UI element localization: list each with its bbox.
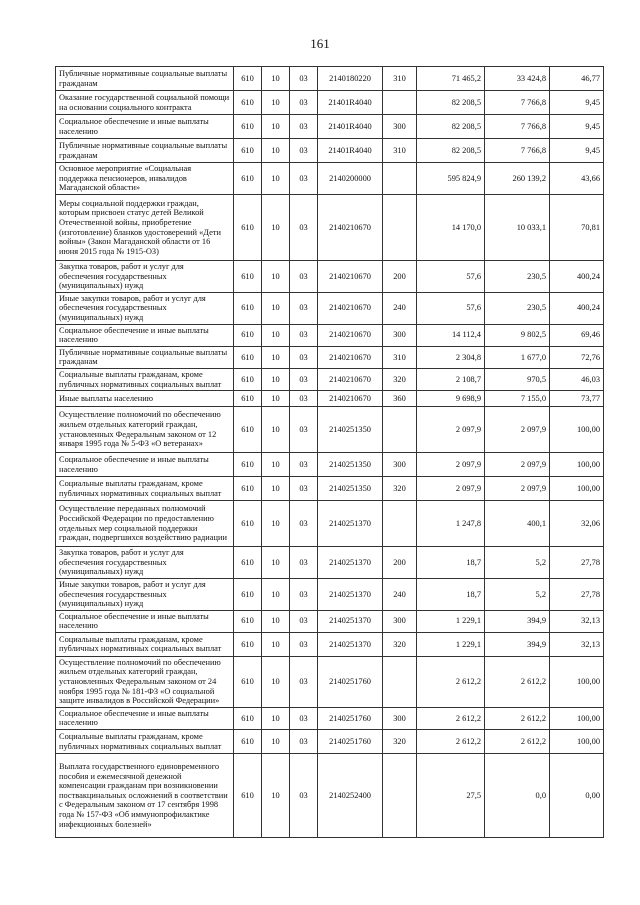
row-ved-cell: 610 [234,501,262,547]
row-plan-cell: 18,7 [417,578,485,610]
row-section-cell: 10 [262,453,290,477]
row-name-cell: Социальное обеспечение и иные выплаты населению [56,115,234,139]
row-name-cell: Публичные нормативные социальные выплаты гражданам [56,67,234,91]
row-expense-type-cell [383,195,417,261]
row-section-cell: 10 [262,632,290,656]
row-target-article-cell: 2140251350 [318,453,383,477]
row-target-article-cell: 2140210670 [318,292,383,324]
row-section-cell: 10 [262,547,290,579]
row-expense-type-cell: 310 [383,67,417,91]
row-percent-cell: 400,24 [550,292,604,324]
row-fact-cell: 2 097,9 [485,407,550,453]
row-percent-cell: 43,66 [550,163,604,195]
row-target-article-cell: 21401R4040 [318,91,383,115]
row-target-article-cell: 21401R4040 [318,139,383,163]
row-fact-cell: 230,5 [485,261,550,293]
row-percent-cell: 100,00 [550,407,604,453]
row-plan-cell: 1 229,1 [417,632,485,656]
row-subsection-cell: 03 [290,163,318,195]
row-name-cell: Основное мероприятие «Социальная поддержка пенсионеров, инвалидов Магаданской области» [56,163,234,195]
row-plan-cell: 82 208,5 [417,91,485,115]
row-section-cell: 10 [262,578,290,610]
row-subsection-cell: 03 [290,91,318,115]
row-target-article-cell: 2140251370 [318,501,383,547]
row-percent-cell: 9,45 [550,139,604,163]
row-expense-type-cell: 300 [383,707,417,729]
row-name-cell: Меры социальной поддержки граждан, которым присвоен статус детей Великой Отечественной войны, приобретение (изготовление) бланков удостоверений «Дети войны» (Закон Магаданской области от 16 июня 2015 года № 1915-ОЗ) [56,195,234,261]
row-target-article-cell: 2140251760 [318,707,383,729]
row-subsection-cell: 03 [290,67,318,91]
row-fact-cell: 1 677,0 [485,346,550,368]
table-row [56,610,604,632]
row-percent-cell: 32,13 [550,610,604,632]
row-section-cell: 10 [262,754,290,838]
row-percent-cell: 9,45 [550,115,604,139]
row-section-cell: 10 [262,707,290,729]
row-subsection-cell: 03 [290,477,318,501]
row-section-cell: 10 [262,346,290,368]
table-row [56,91,604,115]
row-target-article-cell: 2140210670 [318,324,383,346]
row-subsection-cell: 03 [290,453,318,477]
row-target-article-cell: 2140180220 [318,67,383,91]
table-row [56,501,604,547]
row-section-cell: 10 [262,292,290,324]
row-ved-cell: 610 [234,707,262,729]
row-expense-type-cell [383,407,417,453]
row-ved-cell: 610 [234,610,262,632]
row-fact-cell: 2 097,9 [485,477,550,501]
table-row [56,407,604,453]
row-plan-cell: 2 108,7 [417,368,485,390]
row-name-cell: Социальные выплаты гражданам, кроме публичных нормативных социальных выплат [56,632,234,656]
row-percent-cell: 27,78 [550,547,604,579]
row-fact-cell: 2 097,9 [485,453,550,477]
row-percent-cell: 72,76 [550,346,604,368]
row-ved-cell: 610 [234,139,262,163]
row-expense-type-cell: 320 [383,632,417,656]
row-section-cell: 10 [262,324,290,346]
row-ved-cell: 610 [234,261,262,293]
row-subsection-cell: 03 [290,346,318,368]
row-name-cell: Социальные выплаты гражданам, кроме публичных нормативных социальных выплат [56,368,234,390]
row-ved-cell: 610 [234,754,262,838]
row-ved-cell: 610 [234,67,262,91]
row-percent-cell: 100,00 [550,707,604,729]
row-expense-type-cell: 300 [383,610,417,632]
page-number: 161 [310,36,330,51]
row-subsection-cell: 03 [290,730,318,754]
row-target-article-cell: 2140210670 [318,346,383,368]
row-target-article-cell: 2140251760 [318,730,383,754]
table-row [56,391,604,407]
row-ved-cell: 610 [234,91,262,115]
row-expense-type-cell: 200 [383,547,417,579]
row-name-cell: Закупка товаров, работ и услуг для обеспечения государственных (муниципальных) нужд [56,547,234,579]
row-expense-type-cell: 320 [383,730,417,754]
row-plan-cell: 2 612,2 [417,707,485,729]
table-row [56,453,604,477]
row-section-cell: 10 [262,163,290,195]
row-section-cell: 10 [262,115,290,139]
row-expense-type-cell [383,501,417,547]
table-row [56,195,604,261]
row-expense-type-cell: 310 [383,139,417,163]
row-fact-cell: 230,5 [485,292,550,324]
row-expense-type-cell: 320 [383,368,417,390]
row-ved-cell: 610 [234,453,262,477]
row-section-cell: 10 [262,407,290,453]
row-section-cell: 10 [262,730,290,754]
row-name-cell: Социальное обеспечение и иные выплаты населению [56,610,234,632]
table-row [56,656,604,707]
row-section-cell: 10 [262,610,290,632]
row-ved-cell: 610 [234,115,262,139]
row-name-cell: Публичные нормативные социальные выплаты гражданам [56,346,234,368]
table-row [56,477,604,501]
table-row [56,139,604,163]
row-section-cell: 10 [262,261,290,293]
row-expense-type-cell: 200 [383,261,417,293]
row-name-cell: Выплата государственного единовременного пособия и ежемесячной денежной компенсации гражданам при возникновении поствакцинальных осложнений в соответствии с Федеральным законом от 17 сентября 1998 года № 157-ФЗ «Об иммунопрофилактике инфекционных болезней» [56,754,234,838]
row-ved-cell: 610 [234,477,262,501]
row-fact-cell: 0,0 [485,754,550,838]
table-row [56,324,604,346]
row-plan-cell: 2 612,2 [417,730,485,754]
row-name-cell: Осуществление полномочий по обеспечению жильем отдельных категорий граждан, установленных Федеральным законом от 12 января 1995 года № 5-ФЗ «О ветеранах» [56,407,234,453]
table-row [56,67,604,91]
row-name-cell: Иные закупки товаров, работ и услуг для обеспечения государственных (муниципальных) нужд [56,578,234,610]
row-target-article-cell: 2140251350 [318,477,383,501]
row-percent-cell: 32,13 [550,632,604,656]
row-plan-cell: 82 208,5 [417,139,485,163]
row-percent-cell: 0,00 [550,754,604,838]
row-name-cell: Социальные выплаты гражданам, кроме публичных нормативных социальных выплат [56,477,234,501]
row-plan-cell: 595 824,9 [417,163,485,195]
row-subsection-cell: 03 [290,707,318,729]
row-target-article-cell: 21401R4040 [318,115,383,139]
row-ved-cell: 610 [234,632,262,656]
table-row [56,346,604,368]
row-ved-cell: 610 [234,324,262,346]
row-section-cell: 10 [262,391,290,407]
row-fact-cell: 2 612,2 [485,707,550,729]
row-target-article-cell: 2140210670 [318,368,383,390]
row-target-article-cell: 2140251370 [318,610,383,632]
row-name-cell: Социальные выплаты гражданам, кроме публичных нормативных социальных выплат [56,730,234,754]
table-row [56,754,604,838]
row-section-cell: 10 [262,368,290,390]
row-name-cell: Социальное обеспечение и иные выплаты населению [56,453,234,477]
row-name-cell: Осуществление переданных полномочий Российской Федерации по предоставлению отдельных мер социальной поддержки граждан, подвергшихся воздействию радиации [56,501,234,547]
row-expense-type-cell: 320 [383,477,417,501]
row-plan-cell: 57,6 [417,292,485,324]
row-expense-type-cell: 240 [383,292,417,324]
row-name-cell: Социальное обеспечение и иные выплаты населению [56,707,234,729]
row-fact-cell: 10 033,1 [485,195,550,261]
row-subsection-cell: 03 [290,139,318,163]
row-fact-cell: 7 155,0 [485,391,550,407]
row-subsection-cell: 03 [290,547,318,579]
row-ved-cell: 610 [234,656,262,707]
row-section-cell: 10 [262,91,290,115]
row-subsection-cell: 03 [290,261,318,293]
row-subsection-cell: 03 [290,407,318,453]
row-expense-type-cell [383,656,417,707]
row-target-article-cell: 2140210670 [318,391,383,407]
row-subsection-cell: 03 [290,391,318,407]
row-fact-cell: 5,2 [485,547,550,579]
row-target-article-cell: 2140210670 [318,195,383,261]
row-subsection-cell: 03 [290,324,318,346]
row-name-cell: Иные закупки товаров, работ и услуг для обеспечения государственных (муниципальных) нужд [56,292,234,324]
row-plan-cell: 82 208,5 [417,115,485,139]
row-expense-type-cell: 300 [383,115,417,139]
row-percent-cell: 100,00 [550,730,604,754]
row-expense-type-cell [383,163,417,195]
row-fact-cell: 5,2 [485,578,550,610]
row-plan-cell: 2 097,9 [417,477,485,501]
row-ved-cell: 610 [234,292,262,324]
row-fact-cell: 400,1 [485,501,550,547]
row-expense-type-cell: 240 [383,578,417,610]
row-subsection-cell: 03 [290,632,318,656]
row-percent-cell: 100,00 [550,453,604,477]
row-subsection-cell: 03 [290,115,318,139]
table-row [56,115,604,139]
row-percent-cell: 32,06 [550,501,604,547]
row-plan-cell: 14 170,0 [417,195,485,261]
row-subsection-cell: 03 [290,195,318,261]
row-expense-type-cell [383,91,417,115]
row-ved-cell: 610 [234,195,262,261]
table-row [56,261,604,293]
row-percent-cell: 73,77 [550,391,604,407]
row-plan-cell: 2 097,9 [417,407,485,453]
row-plan-cell: 2 304,8 [417,346,485,368]
row-subsection-cell: 03 [290,368,318,390]
row-section-cell: 10 [262,67,290,91]
table-row [56,368,604,390]
row-subsection-cell: 03 [290,501,318,547]
row-plan-cell: 2 097,9 [417,453,485,477]
row-expense-type-cell: 360 [383,391,417,407]
row-fact-cell: 260 139,2 [485,163,550,195]
row-percent-cell: 27,78 [550,578,604,610]
row-percent-cell: 9,45 [550,91,604,115]
row-section-cell: 10 [262,139,290,163]
row-subsection-cell: 03 [290,292,318,324]
row-fact-cell: 7 766,8 [485,139,550,163]
table-row [56,547,604,579]
row-section-cell: 10 [262,477,290,501]
row-fact-cell: 394,9 [485,632,550,656]
row-target-article-cell: 2140252400 [318,754,383,838]
row-percent-cell: 46,77 [550,67,604,91]
row-name-cell: Осуществление полномочий по обеспечению жильем отдельных категорий граждан, установленных Федеральным законом от 24 ноября 1995 года № 181-ФЗ «О социальной защите инвалидов в Российской Федерации» [56,656,234,707]
row-section-cell: 10 [262,195,290,261]
row-plan-cell: 57,6 [417,261,485,293]
row-target-article-cell: 2140210670 [318,261,383,293]
row-subsection-cell: 03 [290,656,318,707]
row-name-cell: Иные выплаты населению [56,391,234,407]
row-plan-cell: 18,7 [417,547,485,579]
table-row [56,578,604,610]
row-subsection-cell: 03 [290,610,318,632]
table-row [56,163,604,195]
row-plan-cell: 14 112,4 [417,324,485,346]
row-target-article-cell: 2140251760 [318,656,383,707]
row-percent-cell: 70,81 [550,195,604,261]
row-name-cell: Оказание государственной социальной помощи на основании социального контракта [56,91,234,115]
row-name-cell: Публичные нормативные социальные выплаты гражданам [56,139,234,163]
row-fact-cell: 394,9 [485,610,550,632]
row-plan-cell: 71 465,2 [417,67,485,91]
row-percent-cell: 100,00 [550,656,604,707]
budget-table [55,66,604,838]
table-row [56,632,604,656]
row-plan-cell: 1 229,1 [417,610,485,632]
row-ved-cell: 610 [234,547,262,579]
row-ved-cell: 610 [234,578,262,610]
row-expense-type-cell: 300 [383,324,417,346]
table-row [56,292,604,324]
row-fact-cell: 970,5 [485,368,550,390]
row-plan-cell: 27,5 [417,754,485,838]
table-row [56,707,604,729]
row-percent-cell: 100,00 [550,477,604,501]
row-name-cell: Закупка товаров, работ и услуг для обеспечения государственных (муниципальных) нужд [56,261,234,293]
row-plan-cell: 2 612,2 [417,656,485,707]
row-fact-cell: 2 612,2 [485,656,550,707]
row-ved-cell: 610 [234,730,262,754]
row-ved-cell: 610 [234,391,262,407]
row-ved-cell: 610 [234,346,262,368]
row-expense-type-cell: 300 [383,453,417,477]
row-section-cell: 10 [262,656,290,707]
row-ved-cell: 610 [234,407,262,453]
row-target-article-cell: 2140251370 [318,547,383,579]
row-subsection-cell: 03 [290,754,318,838]
row-expense-type-cell: 310 [383,346,417,368]
row-fact-cell: 7 766,8 [485,91,550,115]
row-percent-cell: 69,46 [550,324,604,346]
row-target-article-cell: 2140251370 [318,578,383,610]
row-target-article-cell: 2140200000 [318,163,383,195]
row-section-cell: 10 [262,501,290,547]
row-target-article-cell: 2140251370 [318,632,383,656]
row-percent-cell: 46,03 [550,368,604,390]
row-ved-cell: 610 [234,368,262,390]
row-fact-cell: 7 766,8 [485,115,550,139]
row-fact-cell: 33 424,8 [485,67,550,91]
row-percent-cell: 400,24 [550,261,604,293]
row-ved-cell: 610 [234,163,262,195]
row-plan-cell: 1 247,8 [417,501,485,547]
row-target-article-cell: 2140251350 [318,407,383,453]
row-fact-cell: 2 612,2 [485,730,550,754]
table-row [56,730,604,754]
row-name-cell: Социальное обеспечение и иные выплаты населению [56,324,234,346]
row-expense-type-cell [383,754,417,838]
row-subsection-cell: 03 [290,578,318,610]
row-fact-cell: 9 802,5 [485,324,550,346]
row-plan-cell: 9 698,9 [417,391,485,407]
